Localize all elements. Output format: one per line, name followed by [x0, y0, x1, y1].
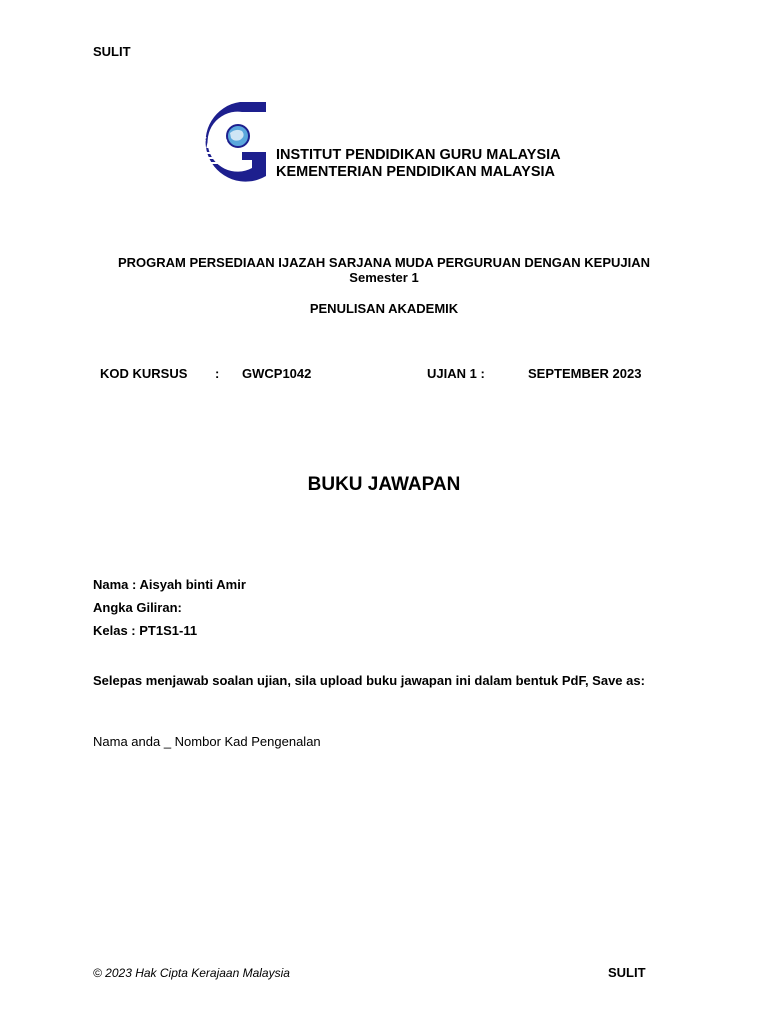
student-name: Nama : Aisyah binti Amir [93, 577, 246, 592]
institution-line2: KEMENTERIAN PENDIDIKAN MALAYSIA [276, 164, 556, 180]
institution-name [276, 147, 561, 181]
student-index-number: Angka Giliran: [93, 600, 182, 615]
program-title: PROGRAM PERSEDIAAN IJAZAH SARJANA MUDA PERGURUAN DENGAN KEPUJIAN [117, 255, 651, 270]
course-code-colon: : [215, 366, 220, 381]
course-code-value: GWCP1042 [242, 366, 312, 381]
institution-line1: INSTITUT PENDIDIKAN GURU MALAYSIA [276, 147, 561, 163]
copyright-notice: © 2023 Hak Cipta Kerajaan Malaysia [93, 966, 290, 980]
student-class: Kelas : PT1S1-11 [93, 623, 198, 638]
program-heading [0, 255, 768, 285]
course-code-label: KOD KURSUS [100, 366, 188, 381]
page-title: BUKU JAWAPAN [307, 474, 461, 495]
classification-footer: SULIT [608, 965, 646, 980]
course-name: PENULISAN AKADEMIK [309, 301, 459, 316]
logo-text: iPG [202, 135, 228, 152]
file-naming-format: Nama anda _ Nombor Kad Pengenalan [93, 734, 321, 749]
exam-label: UJIAN 1 : [427, 366, 485, 381]
student-details [93, 573, 246, 642]
upload-instruction: Selepas menjawab soalan ujian, sila upload buku jawapan ini dalam bentuk PdF, Save as: [93, 673, 645, 688]
classification-header: SULIT [93, 44, 131, 59]
exam-date: SEPTEMBER 2023 [528, 366, 642, 381]
ipg-logo-icon [196, 100, 268, 182]
program-semester: Semester 1 [349, 270, 419, 285]
